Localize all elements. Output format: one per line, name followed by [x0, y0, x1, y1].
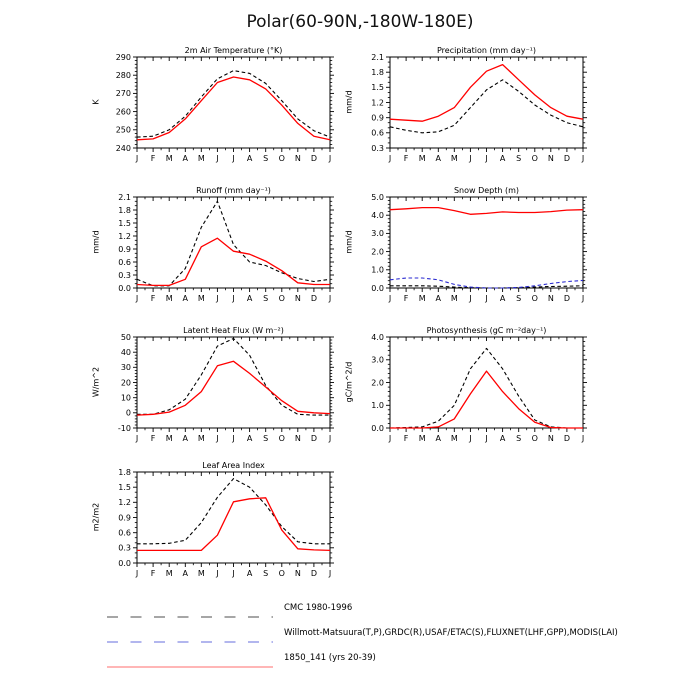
svg-text:A: A: [246, 434, 253, 443]
svg-text:S: S: [263, 434, 269, 443]
chart-y-axis-label: K: [91, 99, 101, 105]
chart-plot-area: [332, 325, 602, 461]
subplot-latent-heat-flux: [79, 325, 349, 461]
svg-text:J: J: [485, 154, 488, 163]
svg-text:F: F: [403, 154, 409, 163]
chart-plot-area: [79, 45, 349, 181]
svg-text:270: 270: [115, 89, 131, 99]
svg-text:J: J: [581, 154, 585, 163]
chart-plot-area: [79, 185, 349, 321]
svg-text:0.0: 0.0: [118, 558, 131, 568]
svg-text:S: S: [516, 294, 522, 303]
svg-text:40: 40: [120, 347, 131, 357]
svg-text:F: F: [150, 154, 156, 163]
svg-text:J: J: [135, 154, 139, 163]
svg-text:0.0: 0.0: [118, 283, 131, 293]
svg-text:0.6: 0.6: [118, 257, 131, 267]
svg-text:M: M: [450, 434, 458, 443]
chart-title: Snow Depth (m): [453, 186, 520, 195]
svg-text:4.0: 4.0: [371, 211, 384, 220]
chart-y-axis-label: mm/d: [344, 90, 354, 114]
svg-text:0.9: 0.9: [371, 113, 384, 123]
subplot-runoff: [79, 185, 349, 321]
svg-text:J: J: [328, 434, 332, 443]
svg-text:0.9: 0.9: [118, 244, 131, 254]
svg-text:J: J: [485, 294, 488, 303]
svg-text:S: S: [263, 569, 269, 578]
svg-text:1.2: 1.2: [118, 231, 131, 241]
svg-text:N: N: [547, 154, 554, 163]
svg-text:0: 0: [125, 408, 131, 418]
svg-text:D: D: [310, 294, 318, 303]
svg-text:30: 30: [120, 363, 131, 373]
subplot-snow-depth: [332, 185, 602, 321]
svg-text:M: M: [197, 434, 205, 443]
chart-y-axis-label: W/m^2: [91, 366, 101, 398]
svg-text:1.0: 1.0: [371, 265, 384, 275]
svg-text:F: F: [403, 294, 409, 303]
subplot-leaf-area-index: [79, 460, 349, 596]
svg-text:J: J: [232, 294, 235, 303]
svg-text:D: D: [310, 154, 318, 163]
svg-text:1.5: 1.5: [371, 83, 384, 93]
svg-text:1.2: 1.2: [118, 498, 131, 508]
svg-text:J: J: [388, 294, 392, 303]
legend-item-cmc: [107, 602, 352, 614]
svg-text:0.3: 0.3: [118, 270, 131, 280]
svg-text:J: J: [469, 294, 472, 303]
svg-text:0.9: 0.9: [118, 513, 131, 523]
svg-text:5.0: 5.0: [371, 192, 384, 202]
svg-text:D: D: [563, 434, 571, 443]
svg-text:S: S: [516, 434, 522, 443]
svg-text:N: N: [547, 434, 554, 443]
svg-text:O: O: [278, 569, 285, 578]
svg-text:1.2: 1.2: [371, 98, 384, 108]
svg-text:J: J: [485, 434, 488, 443]
svg-text:J: J: [216, 569, 219, 578]
chart-title: Runoff (mm day⁻¹): [196, 186, 271, 195]
legend-label: Willmott-Matsuura(T,P),GRDC(R),USAF/ETAC(S),FLUXNET(LHF,GPP),MODIS(LAI): [284, 628, 618, 638]
chart-plot-area: [79, 325, 349, 461]
svg-text:A: A: [499, 294, 506, 303]
svg-text:S: S: [516, 154, 522, 163]
svg-text:O: O: [278, 294, 285, 303]
svg-text:J: J: [216, 294, 219, 303]
svg-text:S: S: [263, 294, 269, 303]
svg-text:A: A: [246, 294, 253, 303]
svg-text:A: A: [435, 434, 441, 443]
svg-text:A: A: [499, 154, 506, 163]
svg-text:A: A: [182, 434, 188, 443]
legend-line-blue-dashed: [107, 630, 273, 636]
chart-title: 2m Air Temperature (°K): [184, 46, 283, 55]
svg-text:0.3: 0.3: [118, 543, 131, 553]
svg-text:2.1: 2.1: [118, 192, 131, 202]
svg-text:O: O: [278, 154, 285, 163]
svg-text:240: 240: [115, 143, 131, 153]
svg-text:O: O: [531, 434, 538, 443]
subplot-air-temperature: [79, 45, 349, 181]
chart-plot-area: [332, 45, 602, 181]
svg-text:1.5: 1.5: [118, 482, 131, 492]
svg-text:S: S: [263, 154, 269, 163]
svg-text:1.0: 1.0: [371, 401, 384, 411]
svg-text:F: F: [403, 434, 409, 443]
svg-text:O: O: [278, 434, 285, 443]
svg-text:N: N: [294, 294, 301, 303]
svg-text:M: M: [197, 294, 205, 303]
svg-text:0.6: 0.6: [371, 128, 384, 138]
legend-line-red-solid: [107, 655, 273, 661]
svg-text:J: J: [469, 154, 472, 163]
svg-text:A: A: [246, 569, 253, 578]
svg-text:2.0: 2.0: [371, 378, 384, 388]
svg-text:M: M: [450, 294, 458, 303]
svg-text:A: A: [246, 154, 253, 163]
svg-text:0.6: 0.6: [118, 528, 131, 538]
svg-text:250: 250: [115, 125, 131, 135]
svg-text:M: M: [418, 434, 426, 443]
svg-text:J: J: [135, 434, 139, 443]
svg-text:O: O: [531, 294, 538, 303]
svg-text:0.3: 0.3: [371, 143, 384, 153]
svg-text:M: M: [165, 569, 173, 578]
svg-text:M: M: [418, 154, 426, 163]
svg-text:M: M: [450, 154, 458, 163]
svg-text:2.1: 2.1: [371, 52, 384, 62]
svg-text:N: N: [294, 434, 301, 443]
chart-y-axis-label: mm/d: [91, 230, 101, 254]
svg-text:J: J: [581, 434, 585, 443]
svg-text:10: 10: [120, 393, 131, 403]
svg-text:N: N: [294, 569, 301, 578]
svg-text:J: J: [328, 154, 332, 163]
svg-text:J: J: [232, 569, 235, 578]
svg-text:M: M: [165, 154, 173, 163]
svg-text:0.0: 0.0: [371, 283, 384, 293]
svg-text:D: D: [310, 434, 318, 443]
svg-text:J: J: [135, 294, 139, 303]
svg-text:M: M: [165, 434, 173, 443]
svg-text:A: A: [499, 434, 506, 443]
svg-text:J: J: [328, 294, 332, 303]
chart-title: Photosynthesis (gC m⁻²day⁻¹): [426, 326, 547, 335]
svg-text:N: N: [547, 294, 554, 303]
legend-label: 1850_141 (yrs 20-39): [284, 653, 376, 663]
svg-text:J: J: [328, 569, 332, 578]
chart-title: Leaf Area Index: [202, 461, 265, 470]
svg-text:2.0: 2.0: [371, 247, 384, 257]
svg-text:280: 280: [115, 71, 131, 80]
svg-text:F: F: [150, 294, 156, 303]
chart-y-axis-label: gC/m^2/d: [344, 361, 354, 403]
svg-text:J: J: [232, 154, 235, 163]
svg-text:A: A: [435, 154, 441, 163]
svg-text:0.0: 0.0: [371, 423, 384, 433]
chart-plot-area: [332, 185, 602, 321]
svg-text:M: M: [197, 154, 205, 163]
svg-text:50: 50: [120, 332, 131, 342]
legend-item-model-run: [107, 652, 376, 664]
svg-text:J: J: [232, 434, 235, 443]
chart-title: Precipitation (mm day⁻¹): [436, 46, 537, 55]
svg-text:J: J: [216, 154, 219, 163]
svg-text:4.0: 4.0: [371, 332, 384, 342]
subplot-precipitation: [332, 45, 602, 181]
svg-text:1.8: 1.8: [118, 205, 131, 215]
legend-item-observations: [107, 627, 618, 639]
legend-line-gray-dashed: [107, 605, 273, 611]
svg-text:A: A: [182, 294, 188, 303]
chart-plot-area: [79, 460, 349, 596]
svg-text:1.5: 1.5: [118, 218, 131, 228]
svg-text:D: D: [310, 569, 318, 578]
svg-text:J: J: [388, 434, 392, 443]
svg-text:20: 20: [120, 378, 131, 388]
svg-text:260: 260: [115, 107, 131, 117]
svg-text:A: A: [435, 294, 441, 303]
svg-text:A: A: [182, 154, 188, 163]
svg-text:A: A: [182, 569, 188, 578]
svg-text:N: N: [294, 154, 301, 163]
svg-text:-10: -10: [117, 423, 131, 433]
svg-text:J: J: [581, 294, 585, 303]
svg-text:D: D: [563, 294, 571, 303]
svg-text:M: M: [418, 294, 426, 303]
svg-text:1.8: 1.8: [118, 467, 131, 477]
chart-title: Latent Heat Flux (W m⁻²): [183, 326, 284, 335]
subplot-photosynthesis: [332, 325, 602, 461]
svg-text:F: F: [150, 569, 156, 578]
figure-title: Polar(60-90N,-180W-180E): [246, 12, 474, 32]
svg-text:290: 290: [115, 52, 131, 62]
svg-text:3.0: 3.0: [371, 355, 384, 365]
svg-text:1.8: 1.8: [371, 67, 384, 77]
chart-y-axis-label: m2/m2: [91, 502, 101, 532]
svg-text:J: J: [216, 434, 219, 443]
svg-text:O: O: [531, 154, 538, 163]
chart-y-axis-label: mm/d: [344, 230, 354, 254]
svg-text:F: F: [150, 434, 156, 443]
svg-text:M: M: [165, 294, 173, 303]
svg-text:J: J: [469, 434, 472, 443]
svg-text:J: J: [388, 154, 392, 163]
svg-text:J: J: [135, 569, 139, 578]
svg-text:D: D: [563, 154, 571, 163]
svg-text:3.0: 3.0: [371, 229, 384, 239]
svg-text:M: M: [197, 569, 205, 578]
legend-label: CMC 1980-1996: [284, 603, 353, 613]
